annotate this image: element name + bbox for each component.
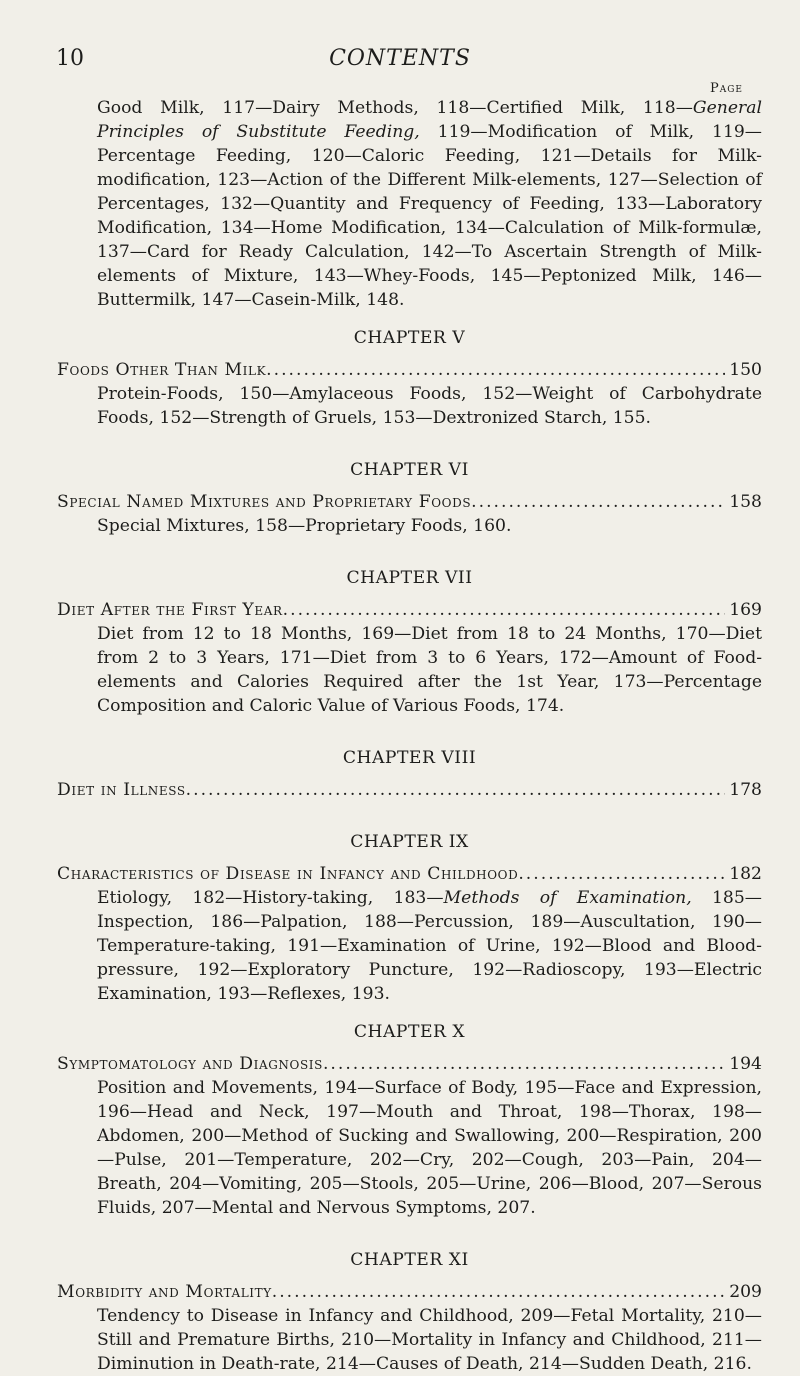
running-header (0, 46, 800, 78)
contents-body (57, 96, 762, 1376)
entry-title: Characteristics of Disease in Infancy and Childhood (57, 864, 519, 884)
toc-entry (57, 778, 762, 802)
entry-description: Diet from 12 to 18 Months, 169—Diet from 18 to 24 Months, 170—Diet from 2 to 3 Years, 171—Diet from 3 to 6 Years, 172—Amount of Food-elements and Calories Required after the 1st Year, 173—Percentage Composition and Caloric Value of Various Foods, 174. (97, 624, 762, 716)
toc-entry (57, 358, 762, 382)
entry-page: 178 (729, 780, 762, 800)
chapter-heading: CHAPTER VII (346, 568, 473, 588)
entry-title: Morbidity and Mortality (57, 1282, 272, 1302)
entry-title: Special Named Mixtures and Proprietary Foods (57, 492, 472, 512)
page-number: 10 (56, 46, 84, 71)
entry-description: Tendency to Disease in Infancy and Childhood, 209—Fetal Mortality, 210—Still and Premature Births, 210—Mortality in Infancy and Childhood, 211—Diminution in Death-rate, 214—Causes of Death, 214—Sudden Death, 216. (97, 1306, 762, 1374)
toc-entry (57, 1280, 762, 1304)
entry-page: 169 (729, 600, 762, 620)
toc-entry (57, 1052, 762, 1076)
toc-entry (57, 862, 762, 886)
chapter-heading: CHAPTER XI (350, 1250, 469, 1270)
italic-section-title: General Principles of Substitute Feeding, (97, 98, 762, 142)
dot-leader (186, 778, 726, 802)
entry-page: 182 (729, 864, 762, 884)
entry-description: Etiology, 182—History-taking, 183—Methods of Examination, 185—Inspection, 186—Palpation, 188—Percussion, 189—Auscultation, 190—Temperature-taking, 191—Examination of Urine, 192—Blood and Blood-pressure, 192—Exploratory Puncture, 192—Radioscopy, 193—Electric Examination, 193—Reflexes, 193. (97, 888, 762, 1004)
running-title: CONTENTS (329, 46, 471, 71)
entry-title: Diet After the First Year (57, 600, 283, 620)
entry-title: Symptomatology and Diagnosis (57, 1054, 323, 1074)
page-column-label: Page (709, 81, 743, 96)
dot-leader (283, 598, 726, 622)
italic-section-title: Methods of Examination, (443, 888, 692, 908)
chapter-heading: CHAPTER IX (350, 832, 469, 852)
dot-leader (471, 490, 725, 514)
entry-page: 158 (729, 492, 762, 512)
dot-leader (323, 1052, 725, 1076)
entry-title: Diet in Illness (57, 780, 186, 800)
entry-page: 150 (729, 360, 762, 380)
toc-entry (57, 490, 762, 514)
chapter-heading: CHAPTER VIII (342, 748, 477, 768)
entry-page: 194 (729, 1054, 762, 1074)
entry-title: Foods Other Than Milk (57, 360, 267, 380)
chapter-heading: CHAPTER X (353, 1022, 466, 1042)
dot-leader (266, 358, 725, 382)
intro-paragraph: Good Milk, 117—Dairy Methods, 118—Certified Milk, 118—General Principles of Substitute Feeding, 119—Modification of Milk, 119—Percentage Feeding, 120—Caloric Feeding, 121—Details for Milk-modification, 123—Action of the Different Milk-elements, 127—Selection of Percentages, 132—Quantity and Frequency of Feeding, 133—Laboratory Modification, 134—Home Modification, 134—Calculation of Milk-formulæ, 137—Card for Ready Calculation, 142—To Ascertain Strength of Milk-elements of Mixture, 143—Whey-Foods, 145—Peptonized Milk, 146—Buttermilk, 147—Casein-Milk, 148. (97, 98, 762, 310)
toc-entry (57, 598, 762, 622)
entry-description: Position and Movements, 194—Surface of Body, 195—Face and Expression, 196—Head and Neck, 197—Mouth and Throat, 198—Thorax, 198—Abdomen, 200—Method of Sucking and Swallowing, 200—Respiration, 200—Pulse, 201—Temperature, 202—Cry, 202—Cough, 203—Pain, 204—Breath, 204—Vomiting, 205—Stools, 205—Urine, 206—Blood, 207—Serous Fluids, 207—Mental and Nervous Symptoms, 207. (97, 1078, 762, 1218)
entry-page: 209 (729, 1282, 762, 1302)
entry-description: Protein-Foods, 150—Amylaceous Foods, 152—Weight of Carbohydrate Foods, 152—Strength of Gruels, 153—Dextronized Starch, 155. (97, 384, 762, 428)
chapter-heading: CHAPTER V (353, 328, 466, 348)
dot-leader (272, 1280, 725, 1304)
entry-description: Special Mixtures, 158—Proprietary Foods, 160. (97, 516, 512, 536)
chapter-heading: CHAPTER VI (350, 460, 469, 480)
dot-leader (518, 862, 725, 886)
